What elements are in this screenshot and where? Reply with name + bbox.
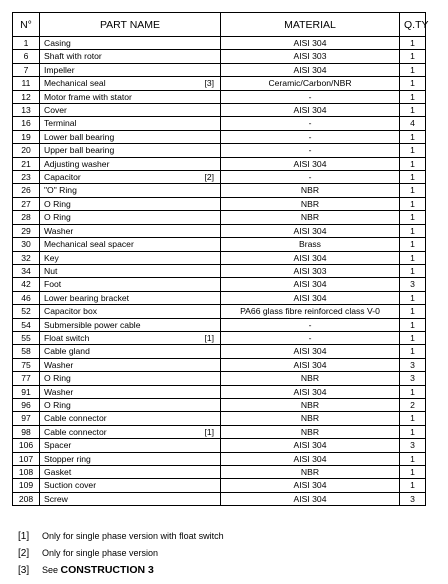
- table-row: [13, 144, 426, 157]
- header-part-name: PART NAME: [40, 13, 221, 37]
- table-row: [13, 398, 426, 411]
- quantity-cell: 1: [400, 305, 426, 318]
- part-name-text: Lower bearing bracket: [44, 292, 130, 303]
- quantity-cell: 1: [400, 130, 426, 143]
- part-name-text: O Ring: [44, 399, 71, 410]
- part-name-text: Submersible power cable: [44, 319, 141, 330]
- part-name-cell: [40, 425, 221, 438]
- part-name-cell: [40, 291, 221, 304]
- quantity-cell: 1: [400, 251, 426, 264]
- part-name-text: Cable gland: [44, 346, 90, 357]
- header-row: [13, 13, 426, 37]
- quantity-cell: 1: [400, 197, 426, 210]
- material-cell: AISI 304: [221, 291, 400, 304]
- part-number-cell: 109: [13, 479, 40, 492]
- part-name-text: Cable connector: [44, 426, 107, 437]
- part-number-cell: 77: [13, 372, 40, 385]
- part-name-text: Capacitor box: [44, 306, 98, 317]
- part-name-cell: [40, 345, 221, 358]
- table-row: [13, 224, 426, 237]
- material-cell: NBR: [221, 398, 400, 411]
- material-cell: AISI 304: [221, 385, 400, 398]
- table-row: [13, 117, 426, 130]
- part-number-cell: 58: [13, 345, 40, 358]
- part-number-cell: 19: [13, 130, 40, 143]
- part-name-cell: [40, 238, 221, 251]
- material-cell: -: [221, 130, 400, 143]
- part-name-text: Motor frame with stator: [44, 91, 132, 102]
- material-cell: AISI 304: [221, 63, 400, 76]
- quantity-cell: 1: [400, 452, 426, 465]
- table-row: [13, 184, 426, 197]
- table-row: [13, 345, 426, 358]
- table-row: [13, 211, 426, 224]
- quantity-cell: 1: [400, 224, 426, 237]
- quantity-cell: 1: [400, 318, 426, 331]
- footnote-reference: CONSTRUCTION 3: [60, 564, 154, 576]
- quantity-cell: 1: [400, 37, 426, 50]
- part-name-cell: [40, 492, 221, 505]
- table-row: [13, 291, 426, 304]
- material-cell: AISI 304: [221, 104, 400, 117]
- material-cell: AISI 304: [221, 157, 400, 170]
- table-row: [13, 50, 426, 63]
- quantity-cell: 1: [400, 184, 426, 197]
- material-cell: NBR: [221, 197, 400, 210]
- table-row: [13, 479, 426, 492]
- table-row: [13, 37, 426, 50]
- table-row: [13, 492, 426, 505]
- part-name-cell: [40, 37, 221, 50]
- part-name-cell: [40, 144, 221, 157]
- part-number-cell: 54: [13, 318, 40, 331]
- material-cell: AISI 304: [221, 278, 400, 291]
- material-cell: NBR: [221, 372, 400, 385]
- quantity-cell: 1: [400, 466, 426, 479]
- table-row: [13, 238, 426, 251]
- part-name-text: Washer: [44, 386, 74, 397]
- table-row: [13, 77, 426, 90]
- quantity-cell: 3: [400, 439, 426, 452]
- quantity-cell: 3: [400, 278, 426, 291]
- table-row: [13, 130, 426, 143]
- part-name-cell: [40, 251, 221, 264]
- header-material: MATERIAL: [221, 13, 400, 37]
- quantity-cell: 1: [400, 171, 426, 184]
- footnote-text: See: [42, 565, 61, 575]
- quantity-cell: 1: [400, 331, 426, 344]
- quantity-cell: 1: [400, 211, 426, 224]
- material-cell: -: [221, 117, 400, 130]
- material-cell: Ceramic/Carbon/NBR: [221, 77, 400, 90]
- footnote: [18, 562, 438, 579]
- footnote-marker: [1]: [204, 332, 214, 343]
- quantity-cell: 4: [400, 117, 426, 130]
- part-number-cell: 52: [13, 305, 40, 318]
- footnote: [18, 545, 438, 562]
- part-name-cell: [40, 331, 221, 344]
- part-name-cell: [40, 90, 221, 103]
- table-row: [13, 466, 426, 479]
- part-name-text: Impeller: [44, 64, 75, 75]
- quantity-cell: 3: [400, 358, 426, 371]
- part-name-cell: [40, 224, 221, 237]
- part-name-text: Shaft with rotor: [44, 51, 102, 62]
- quantity-cell: 1: [400, 104, 426, 117]
- material-cell: AISI 304: [221, 452, 400, 465]
- part-name-cell: [40, 305, 221, 318]
- footnote-text: Only for single phase version: [42, 548, 159, 558]
- quantity-cell: 1: [400, 63, 426, 76]
- part-name-text: Washer: [44, 359, 74, 370]
- part-name-cell: [40, 479, 221, 492]
- part-name-cell: [40, 358, 221, 371]
- part-name-cell: [40, 385, 221, 398]
- part-number-cell: 98: [13, 425, 40, 438]
- material-cell: AISI 304: [221, 224, 400, 237]
- material-cell: PA66 glass fibre reinforced class V-0: [221, 305, 400, 318]
- table-row: [13, 171, 426, 184]
- quantity-cell: 1: [400, 345, 426, 358]
- part-number-cell: 106: [13, 439, 40, 452]
- part-name-text: Upper ball bearing: [44, 145, 115, 156]
- material-cell: AISI 304: [221, 439, 400, 452]
- quantity-cell: 1: [400, 77, 426, 90]
- table-row: [13, 439, 426, 452]
- quantity-cell: 1: [400, 238, 426, 251]
- part-name-cell: [40, 264, 221, 277]
- table-row: [13, 358, 426, 371]
- part-name-text: Mechanical seal spacer: [44, 239, 134, 250]
- material-cell: AISI 304: [221, 37, 400, 50]
- table-row: [13, 264, 426, 277]
- part-name-cell: [40, 439, 221, 452]
- part-number-cell: 1: [13, 37, 40, 50]
- footnote: [18, 528, 438, 545]
- material-cell: NBR: [221, 425, 400, 438]
- part-number-cell: 12: [13, 90, 40, 103]
- part-number-cell: 34: [13, 264, 40, 277]
- part-name-text: Terminal: [44, 118, 77, 129]
- part-number-cell: 29: [13, 224, 40, 237]
- table-row: [13, 278, 426, 291]
- part-name-cell: [40, 466, 221, 479]
- table-row: [13, 251, 426, 264]
- part-number-cell: 28: [13, 211, 40, 224]
- header-quantity: Q.TY: [400, 13, 426, 37]
- table-row: [13, 305, 426, 318]
- part-number-cell: 46: [13, 291, 40, 304]
- part-name-text: O Ring: [44, 198, 71, 209]
- part-number-cell: 30: [13, 238, 40, 251]
- footnote-marker: [2]: [204, 172, 214, 183]
- table-row: [13, 331, 426, 344]
- footnote-marker: [3]: [18, 565, 30, 576]
- part-number-cell: 108: [13, 466, 40, 479]
- part-name-cell: [40, 130, 221, 143]
- part-name-text: "O" Ring: [44, 185, 77, 196]
- part-number-cell: 107: [13, 452, 40, 465]
- part-name-text: O Ring: [44, 373, 71, 384]
- part-name-text: Foot: [44, 279, 62, 290]
- quantity-cell: 1: [400, 412, 426, 425]
- part-name-cell: [40, 184, 221, 197]
- parts-table: [12, 12, 429, 506]
- table-row: [13, 63, 426, 76]
- part-name-text: Nut: [44, 265, 58, 276]
- quantity-cell: 1: [400, 157, 426, 170]
- part-number-cell: 11: [13, 77, 40, 90]
- part-name-cell: [40, 211, 221, 224]
- material-cell: AISI 304: [221, 479, 400, 492]
- quantity-cell: 1: [400, 291, 426, 304]
- table-row: [13, 104, 426, 117]
- part-name-cell: [40, 372, 221, 385]
- material-cell: Brass: [221, 238, 400, 251]
- part-name-text: Stopper ring: [44, 453, 91, 464]
- part-number-cell: 23: [13, 171, 40, 184]
- part-name-cell: [40, 197, 221, 210]
- part-number-cell: 97: [13, 412, 40, 425]
- quantity-cell: 1: [400, 50, 426, 63]
- part-name-cell: [40, 412, 221, 425]
- part-name-cell: [40, 63, 221, 76]
- part-number-cell: 208: [13, 492, 40, 505]
- part-number-cell: 16: [13, 117, 40, 130]
- part-name-text: Screw: [44, 493, 68, 504]
- material-cell: AISI 304: [221, 358, 400, 371]
- footnote-text: Only for single phase version with float switch: [42, 531, 224, 541]
- quantity-cell: 3: [400, 372, 426, 385]
- part-number-cell: 32: [13, 251, 40, 264]
- part-name-text: O Ring: [44, 212, 71, 223]
- part-name-cell: [40, 278, 221, 291]
- quantity-cell: 1: [400, 264, 426, 277]
- footnote-marker: [1]: [204, 426, 214, 437]
- table-header: [13, 13, 429, 37]
- part-number-cell: 20: [13, 144, 40, 157]
- part-number-cell: 27: [13, 197, 40, 210]
- footnote-marker: [1]: [18, 531, 30, 542]
- table-row: [13, 157, 426, 170]
- part-name-cell: [40, 171, 221, 184]
- part-name-cell: [40, 452, 221, 465]
- part-name-cell: [40, 157, 221, 170]
- footnote-marker: [3]: [204, 78, 214, 89]
- quantity-cell: 2: [400, 398, 426, 411]
- part-name-text: Cable connector: [44, 413, 107, 424]
- part-number-cell: 7: [13, 63, 40, 76]
- quantity-cell: 1: [400, 479, 426, 492]
- material-cell: -: [221, 171, 400, 184]
- part-name-cell: [40, 398, 221, 411]
- table-row: [13, 385, 426, 398]
- table-body: [13, 37, 426, 506]
- part-name-text: Float switch: [44, 332, 90, 343]
- part-name-cell: [40, 318, 221, 331]
- quantity-cell: 1: [400, 144, 426, 157]
- table-row: [13, 372, 426, 385]
- material-cell: -: [221, 144, 400, 157]
- part-name-text: Cover: [44, 105, 67, 116]
- material-cell: AISI 303: [221, 50, 400, 63]
- material-cell: NBR: [221, 184, 400, 197]
- footnotes: [18, 528, 438, 579]
- material-cell: AISI 303: [221, 264, 400, 277]
- quantity-cell: 1: [400, 385, 426, 398]
- part-number-cell: 55: [13, 331, 40, 344]
- material-cell: AISI 304: [221, 345, 400, 358]
- part-name-cell: [40, 104, 221, 117]
- part-number-cell: 26: [13, 184, 40, 197]
- footnote-marker: [2]: [18, 548, 30, 559]
- part-name-cell: [40, 50, 221, 63]
- quantity-cell: 3: [400, 492, 426, 505]
- part-name-text: Suction cover: [44, 480, 97, 491]
- table-row: [13, 425, 426, 438]
- material-cell: -: [221, 331, 400, 344]
- part-name-text: Gasket: [44, 467, 72, 477]
- part-name-text: Lower ball bearing: [44, 131, 115, 142]
- part-number-cell: 96: [13, 398, 40, 411]
- header-number: N°: [13, 13, 40, 37]
- table-row: [13, 197, 426, 210]
- material-cell: NBR: [221, 412, 400, 425]
- part-number-cell: 42: [13, 278, 40, 291]
- part-name-text: Key: [44, 252, 59, 263]
- part-name-text: Capacitor: [44, 172, 81, 183]
- part-name-text: Spacer: [44, 440, 72, 451]
- table-row: [13, 318, 426, 331]
- part-name-text: Casing: [44, 38, 71, 48]
- part-number-cell: 91: [13, 385, 40, 398]
- material-cell: -: [221, 318, 400, 331]
- table-row: [13, 452, 426, 465]
- material-cell: NBR: [221, 466, 400, 479]
- material-cell: AISI 304: [221, 492, 400, 505]
- table-row: [13, 412, 426, 425]
- quantity-cell: 1: [400, 425, 426, 438]
- table-row: [13, 90, 426, 103]
- part-number-cell: 21: [13, 157, 40, 170]
- part-name-cell: [40, 117, 221, 130]
- part-name-cell: [40, 77, 221, 90]
- part-name-text: Washer: [44, 225, 74, 236]
- material-cell: -: [221, 90, 400, 103]
- part-number-cell: 75: [13, 358, 40, 371]
- quantity-cell: 1: [400, 90, 426, 103]
- material-cell: NBR: [221, 211, 400, 224]
- part-name-text: Adjusting washer: [44, 158, 110, 169]
- part-name-text: Mechanical seal: [44, 78, 106, 89]
- part-number-cell: 13: [13, 104, 40, 117]
- part-number-cell: 6: [13, 50, 40, 63]
- material-cell: AISI 304: [221, 251, 400, 264]
